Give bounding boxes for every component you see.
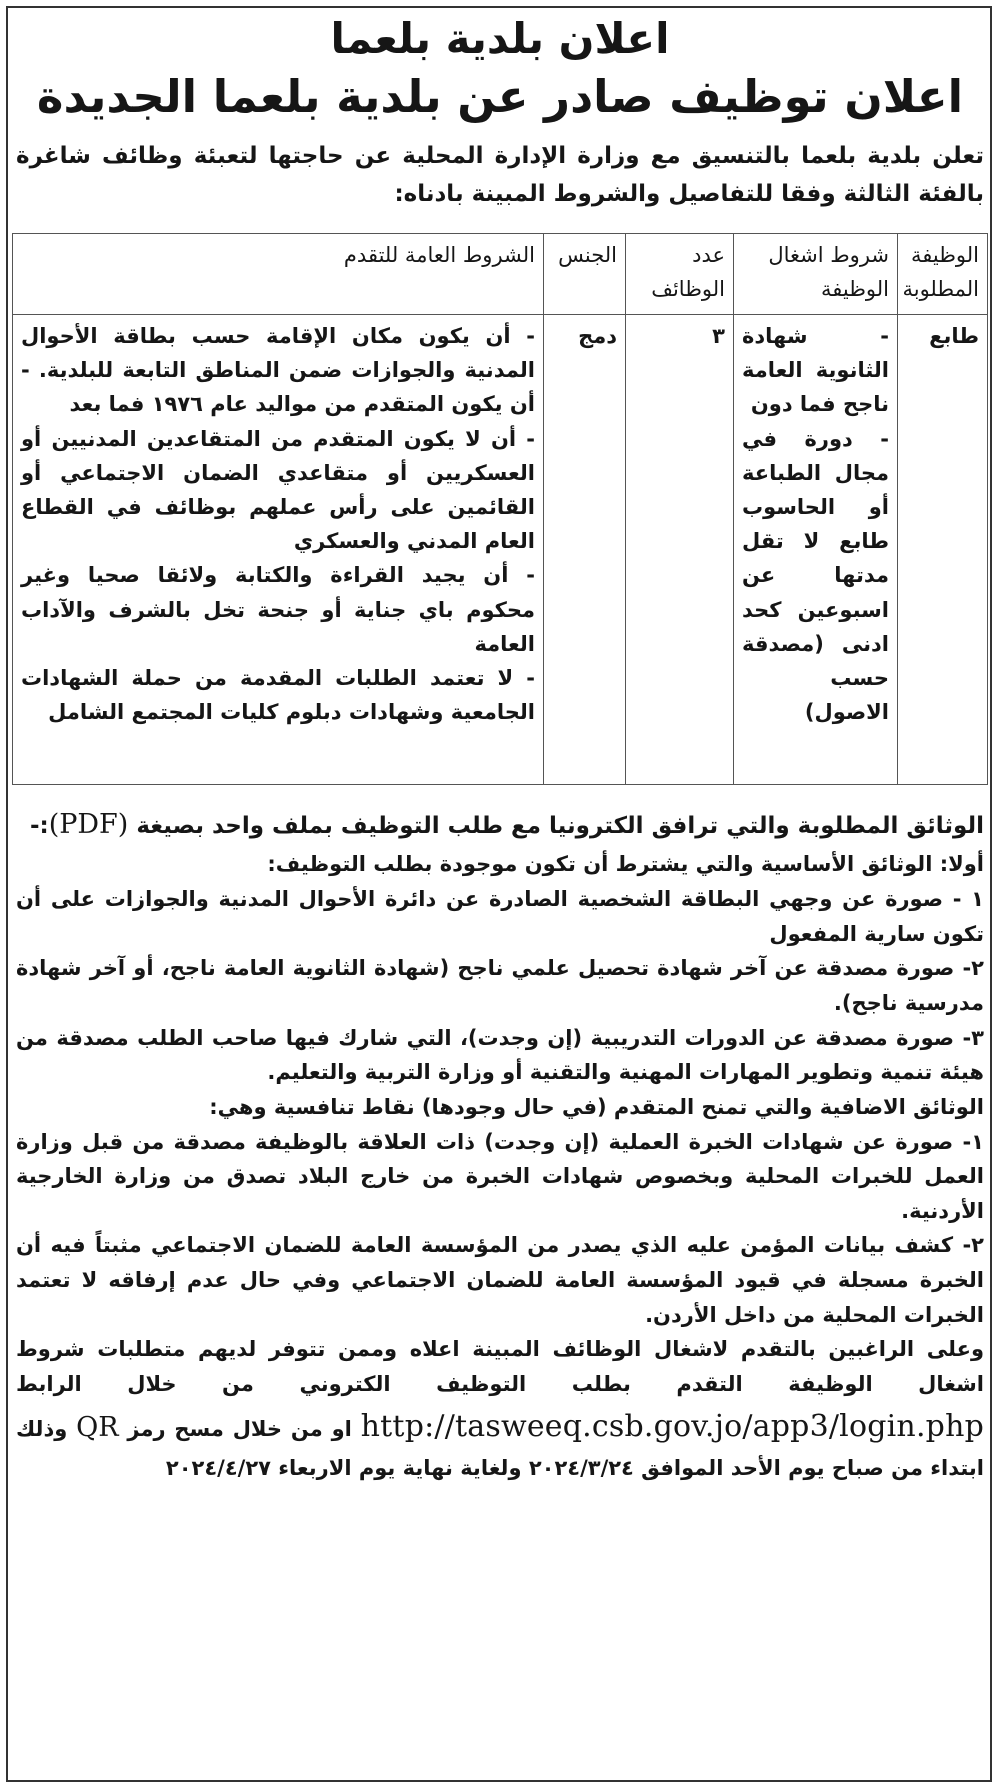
basic-document-item: ١ - صورة عن وجهي البطاقة الشخصية الصادرة عن دائرة الأحوال المدنية والجوازات على أن تكون سارية المفعول	[16, 887, 984, 946]
extra-document-item: ٢- كشف بيانات المؤمن عليه الذي يصدر من المؤسسة العامة للضمان الاجتماعي مثبتاً فيه أن الخبرة مسجلة في قيود المؤسسة العامة للضمان الاجتماعي وفي حال عدم إرفاقه لا تعتمد الخبرات المحلية من داخل الأردن.	[16, 1233, 984, 1327]
header-general: الشروط العامة للتقدم	[13, 233, 544, 314]
general-condition-item: - أن يجيد القراءة والكتابة ولائقا صحيا وغير محكوم باي جناية أو جنحة تخل بالشرف والآداب العامة	[21, 563, 535, 656]
header-conditions: شروط اشغال الوظيفة	[734, 233, 898, 314]
condition-item: - دورة في مجال الطباعة أو الحاسوب طابع لا تقل مدتها عن اسبوعين كحد ادنى (مصدقة حسب الاصول)	[742, 426, 889, 725]
jobs-table	[12, 233, 988, 785]
documents-lead	[16, 803, 984, 848]
announcement-content	[12, 6, 988, 1486]
intro-paragraph: تعلن بلدية بلعما بالتنسيق مع وزارة الإدارة المحلية عن حاجتها لتعبئة وظائف شاغرة بالفئة الثالثة وفقا للتفاصيل والشروط المبينة بادناه:	[16, 143, 984, 207]
cell-job: طابع	[898, 314, 988, 784]
general-condition-item: - أن لا يكون المتقدم من المتقاعدين المدنيين أو العسكريين أو متقاعدي الضمان الاجتماعي أو القائمين على رأس عملهم بوظائف في القطاع العام المدني والعسكري	[21, 426, 535, 554]
header-job: الوظيفة المطلوبة	[898, 233, 988, 314]
general-condition-item: - أن يكون مكان الإقامة حسب بطاقة الأحوال المدنية والجوازات ضمن المناطق التابعة للبلدية. - أن يكون المتقدم من مواليد عام ١٩٧٦ فما بعد	[21, 323, 535, 417]
documents-lead-text: الوثائق المطلوبة والتي ترافق الكترونيا مع طلب التوظيف بملف واحد بصيغة	[136, 812, 984, 839]
qr-label: QR	[76, 1411, 119, 1443]
table-header-row	[13, 233, 988, 314]
cell-general	[13, 314, 544, 784]
closing-paragraph	[16, 1332, 984, 1485]
basic-document-item: ٣- صورة مصدقة عن الدورات التدريبية (إن وجدت)، التي شارك فيها صاحب الطلب مصدقة من هيئة تنمية وتطوير المهارات المهنية والتقنية أو وزارة التربية والتعليم.	[16, 1025, 984, 1085]
closing-text-2: او من خلال مسح رمز	[127, 1416, 352, 1441]
cell-gender: دمج	[544, 314, 626, 784]
extra-document-item: ١- صورة عن شهادات الخبرة العملية (إن وجدت) ذات العلاقة بالوظيفة مصدقة من قبل وزارة العمل للخبرات المحلية وبخصوص شهادات الخبرة من خارج البلاد تصدق من وزارة الخارجية الأردنية.	[16, 1129, 984, 1223]
cell-conditions	[734, 314, 898, 784]
announcement-subtitle: اعلان توظيف صادر عن بلدية بلعما الجديدة	[36, 70, 964, 124]
basic-document-item: ٢- صورة مصدقة عن آخر شهادة تحصيل علمي ناجح (شهادة الثانوية العامة ناجح، أو آخر شهادة مدرسية ناجح).	[16, 956, 984, 1015]
application-link[interactable]: http://tasweeq.csb.gov.jo/app3/login.php	[360, 1408, 985, 1444]
closing-text: وعلى الراغبين بالتقدم لاشغال الوظائف المبينة اعلاه وممن تتوفر لديهم متطلبات شروط اشغال الوظيفة التقدم بطلب التوظيف الكتروني من خلال الرابط	[16, 1337, 984, 1397]
general-condition-item: - لا تعتمد الطلبات المقدمة من حملة الشهادات الجامعية وشهادات دبلوم كليات المجتمع الشامل	[21, 666, 535, 725]
extra-documents-heading: الوثائق الاضافية والتي تمنح المتقدم (في حال وجودها) نقاط تنافسية وهي:	[209, 1094, 984, 1119]
header-count: عدد الوظائف	[626, 233, 734, 314]
documents-lead-end: :-	[29, 812, 49, 839]
basic-documents-heading: أولا: الوثائق الأساسية والتي يشترط أن تكون موجودة بطلب التوظيف:	[267, 852, 984, 877]
pdf-format: (PDF)	[48, 808, 129, 840]
condition-item: - شهادة الثانوية العامة ناجح فما دون	[742, 323, 889, 417]
announcement-title: اعلان بلدية بلعما	[330, 14, 670, 63]
closing-text-3: وذلك ابتداء من صباح يوم الأحد الموافق ٢٠٢٤/٣/٢٤ ولغاية نهاية يوم الاربعاء ٢٠٢٤/٤/٢٧	[16, 1416, 984, 1481]
cell-count: ٣	[626, 314, 734, 784]
header-gender: الجنس	[544, 233, 626, 314]
table-row	[13, 314, 988, 784]
documents-section	[16, 803, 984, 1486]
